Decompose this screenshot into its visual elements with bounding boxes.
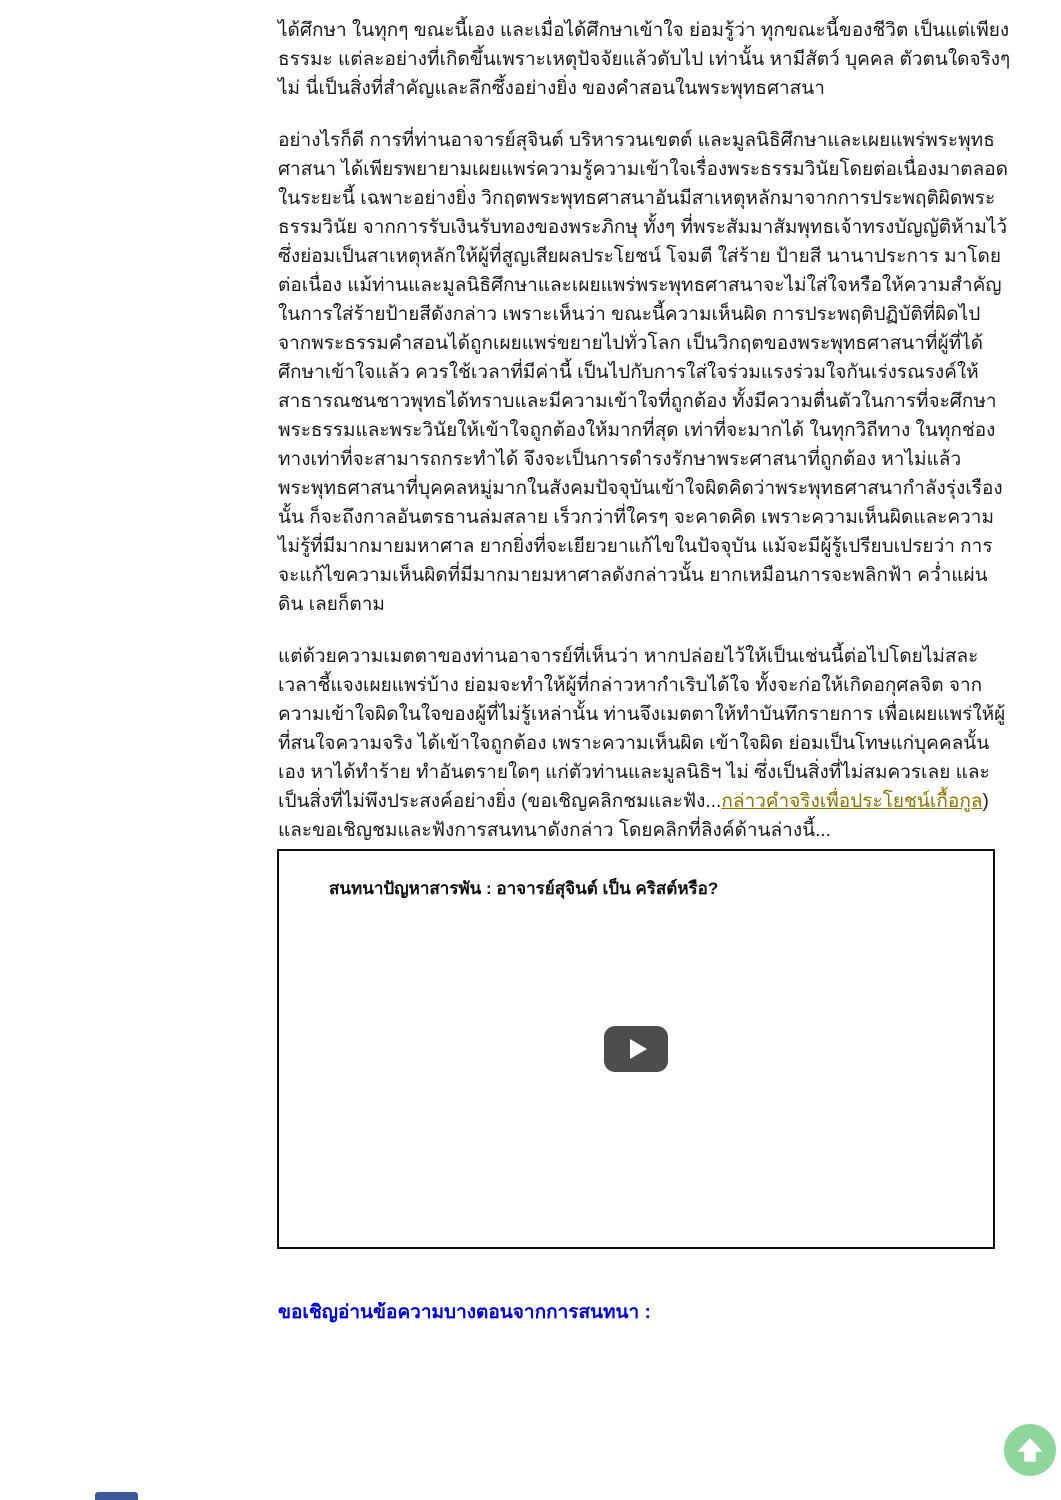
scroll-to-top-button[interactable] [1004, 1424, 1056, 1476]
video-embed[interactable] [277, 849, 995, 1249]
inline-article-link[interactable]: กล่าวคำจริงเพื่อประโยชน์เกื้อกูล [721, 791, 983, 812]
play-icon [630, 1039, 647, 1059]
article-paragraph-1: ได้ศึกษา ในทุกๆ ขณะนี้เอง และเมื่อได้ศึกษาเข้าใจ ย่อมรู้ว่า ทุกขณะนี้ของชีวิต เป็นแต่เพียงธรรมะ แต่ละอย่างที่เกิดขึ้นเพราะเหตุปัจจัยแล้วดับไป เท่านั้น หามีสัตว์ บุคคล ตัวตนใดจริงๆ ไม่ นี่เป็นสิ่งที่สำคัญและลึกซึ้งอย่างยิ่ง ของคำสอนในพระพุทธศาสนา [278, 20, 1011, 99]
section-heading: ขอเชิญอ่านข้อความบางตอนจากการสนทนา : [278, 1302, 651, 1323]
partial-link-fragment[interactable] [95, 1492, 138, 1500]
arrow-up-icon [1015, 1435, 1045, 1465]
article-paragraph-2: อย่างไรก็ดี การที่ท่านอาจารย์สุจินต์ บริหารวนเขตต์ และมูลนิธิศึกษาและเผยแพร่พระพุทธศาสนา ได้เพียรพยายามเผยแพร่ความรู้ความเข้าใจเรื่องพระธรรมวินัยโดยต่อเนื่องมาตลอดในระยะนี้ เฉพาะอย่างยิ่ง วิกฤตพระพุทธศาสนาอันมีสาเหตุหลักมาจากการประพฤติผิดพระธรรมวินัย จากการรับเงินรับทองของพระภิกษุ ทั้งๆ ที่พระสัมมาสัมพุทธเจ้าทรงบัญญัติห้ามไว้ ซึ่งย่อมเป็นสาเหตุหลักให้ผู้ที่สูญเสียผลประโยชน์ โจมตี ใส่ร้าย ป้ายสี นานาประการ มาโดยต่อเนื่อง แม้ท่านและมูลนิธิศึกษาและเผยแพร่พระพุทธศาสนาจะไม่ใส่ใจหรือให้ความสำคัญในการใส่ร้ายป้ายสีดังกล่าว เพราะเห็นว่า ขณะนี้ความเห็นผิด การประพฤติปฏิบัติที่ผิดไปจากพระธรรมคำสอนได้ถูกเผยแพร่ขยายไปทั่วโลก เป็นวิกฤตของพระพุทธศาสนาที่ผู้ที่ได้ศึกษาเข้าใจแล้ว ควรใช้เวลาที่มีค่านี้ เป็นไปกับการใส่ใจร่วมแรงร่วมใจกันเร่งรณรงค์ให้สาธารณชนชาวพุทธได้ทราบและมีความเข้าใจที่ถูกต้อง ทั้งมีความตื่นตัวในการที่จะศึกษาพระธรรมและพระวินัยให้เข้าใจถูกต้องให้มากที่สุด เท่าที่จะมากได้ ในทุกวิถีทาง ในทุกช่องทางเท่าที่จะสามารถกระทำได้ จึงจะเป็นการดำรงรักษาพระศาสนาที่ถูกต้อง หาไม่แล้ว พระพุทธศาสนาที่บุคคลหมู่มากในสังคมปัจจุบันเข้าใจผิดคิดว่าพระพุทธศาสนากำลังรุ่งเรืองนั้น ก็จะถึงกาลอันตรธานล่มสลาย เร็วกว่าที่ใครๆ จะคาดคิด เพราะความเห็นผิดและความไม่รู้ที่มีมากมายมหาศาล ยากยิ่งที่จะเยียวยาแก้ไขในปัจจุบัน แม้จะมีผู้รู้เปรียบเปรยว่า การจะแก้ไขความเห็นผิดที่มีมากมายมหาศาลดังกล่าวนั้น ยากเหมือนการจะพลิกฟ้า คว่ำแผ่นดิน เลยก็ตาม [278, 130, 1008, 615]
paragraph-text-before-link: แต่ด้วยความเมตตาของท่านอาจารย์ที่เห็นว่า หากปล่อยไว้ให้เป็นเช่นนี้ต่อไปโดยไม่สละเวลาชี้แจงเผยแพร่บ้าง ย่อมจะทำให้ผู้ที่กล่าวหากำเริบได้ใจ ทั้งจะก่อให้เกิดอกุศลจิต จากความเข้าใจผิดในใจของผู้ที่ไม่รู้เหล่านั้น ท่านจึงเมตตาให้ทำบันทึกรายการ เพื่อเผยแพร่ให้ผู้ที่สนใจความจริง ได้เข้าใจถูกต้อง เพราะความเห็นผิด เข้าใจผิด ย่อมเป็นโทษแก่บุคคลนั้นเอง หาได้ทำร้าย ทำอันตรายใดๆ แก่ตัวท่านและมูลนิธิฯ ไม่ ซึ่งเป็นสิ่งที่ไม่สมควรเลย และเป็นสิ่งที่ไม่พึงประสงค์อย่างยิ่ง (ขอเชิญคลิกชมและฟัง... [278, 646, 1006, 812]
article-content [278, 16, 1012, 845]
paragraph-text-after-link: ) และขอเชิญชมและฟังการสนทนาดังกล่าว โดยคลิกที่ลิงค์ด้านล่างนี้... [278, 791, 989, 841]
play-button[interactable] [604, 1026, 668, 1072]
article-paragraph-3 [278, 642, 1012, 845]
video-title: สนทนาปัญหาสารพัน : อาจารย์สุจินต์ เป็น คริสต์หรือ? [329, 879, 719, 898]
